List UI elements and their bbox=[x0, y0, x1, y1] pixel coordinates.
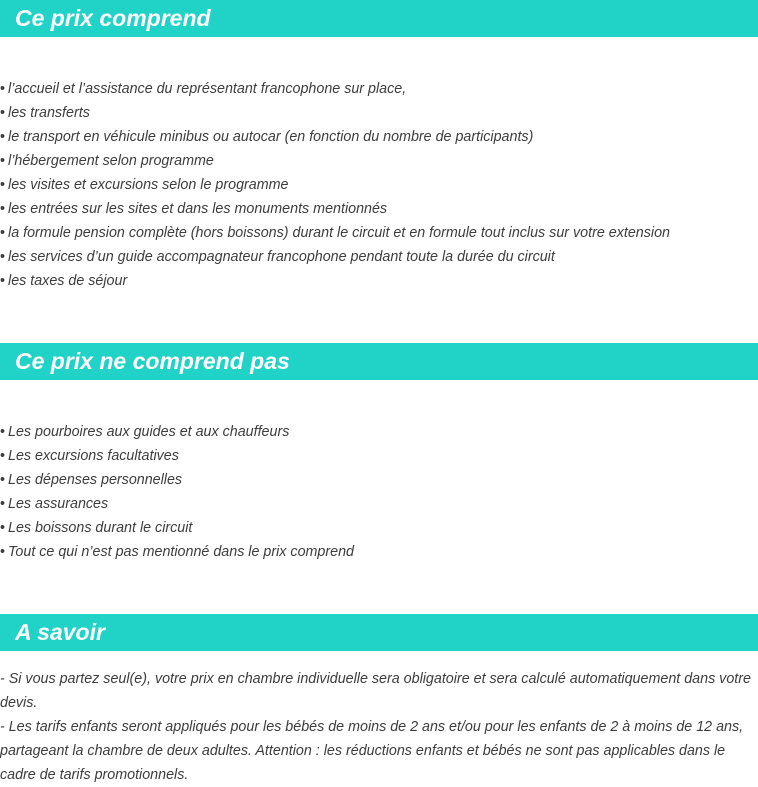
bullet-icon: • bbox=[0, 424, 6, 440]
list-item bbox=[0, 221, 670, 245]
bullet-icon: • bbox=[0, 273, 6, 289]
bullet-icon: • bbox=[0, 201, 6, 217]
section-header-excluded bbox=[0, 343, 758, 380]
bullet-icon: • bbox=[0, 177, 6, 193]
notes-block bbox=[0, 667, 752, 787]
list-item-text: Les boissons durant le circuit bbox=[8, 520, 193, 536]
bullet-icon: • bbox=[0, 153, 6, 169]
list-item-text: les taxes de séjour bbox=[8, 273, 128, 289]
bullet-icon: • bbox=[0, 249, 6, 265]
list-item-text: la formule pension complète (hors boissons) durant le circuit et en formule tout inclus sur votre extension bbox=[8, 225, 670, 241]
included-list bbox=[0, 77, 670, 293]
section-title-included: Ce prix comprend bbox=[15, 5, 211, 31]
section-title-notes: A savoir bbox=[15, 619, 105, 645]
section-header-included bbox=[0, 0, 758, 37]
excluded-list bbox=[0, 420, 354, 564]
section-header-notes bbox=[0, 614, 758, 651]
section-title-excluded: Ce prix ne comprend pas bbox=[15, 348, 290, 374]
note-paragraph: - Les tarifs enfants seront appliqués pour les bébés de moins de 2 ans et/ou pour les enfants de 2 à moins de 12 ans, partageant la chambre de deux adultes. Attention : les réductions enfants et bébés ne sont pas applicables dans le cadre de tarifs promotionnels. bbox=[0, 719, 744, 783]
list-item-text: Les pourboires aux guides et aux chauffeurs bbox=[8, 424, 290, 440]
list-item-text: l’hébergement selon programme bbox=[8, 153, 214, 169]
list-item bbox=[0, 245, 670, 269]
list-item-text: les transferts bbox=[8, 105, 90, 121]
list-item bbox=[0, 444, 354, 468]
bullet-icon: • bbox=[0, 496, 6, 512]
list-item bbox=[0, 420, 354, 444]
list-item-text: les entrées sur les sites et dans les monuments mentionnés bbox=[8, 201, 388, 217]
list-item bbox=[0, 516, 354, 540]
list-item bbox=[0, 492, 354, 516]
bullet-icon: • bbox=[0, 129, 6, 145]
list-item bbox=[0, 173, 670, 197]
list-item bbox=[0, 468, 354, 492]
list-item-text: l’accueil et l’assistance du représentant francophone sur place, bbox=[8, 81, 407, 97]
list-item-text: les services d’un guide accompagnateur francophone pendant toute la durée du circuit bbox=[8, 249, 555, 265]
list-item-text: le transport en véhicule minibus ou autocar (en fonction du nombre de participants) bbox=[8, 129, 534, 145]
list-item bbox=[0, 101, 670, 125]
list-item bbox=[0, 149, 670, 173]
bullet-icon: • bbox=[0, 472, 6, 488]
list-item bbox=[0, 540, 354, 564]
list-item-text: Les dépenses personnelles bbox=[8, 472, 183, 488]
bullet-icon: • bbox=[0, 81, 6, 97]
bullet-icon: • bbox=[0, 225, 6, 241]
bullet-icon: • bbox=[0, 105, 6, 121]
list-item-text: Les excursions facultatives bbox=[8, 448, 179, 464]
list-item-text: Les assurances bbox=[8, 496, 109, 512]
note-paragraph: - Si vous partez seul(e), votre prix en chambre individuelle sera obligatoire et sera calculé automatiquement dans votre devis. bbox=[0, 671, 751, 711]
bullet-icon: • bbox=[0, 544, 6, 560]
list-item bbox=[0, 125, 670, 149]
list-item-text: les visites et excursions selon le programme bbox=[8, 177, 289, 193]
list-item bbox=[0, 269, 670, 293]
list-item bbox=[0, 197, 670, 221]
bullet-icon: • bbox=[0, 448, 6, 464]
list-item-text: Tout ce qui n’est pas mentionné dans le prix comprend bbox=[8, 544, 354, 560]
bullet-icon: • bbox=[0, 520, 6, 536]
list-item bbox=[0, 77, 670, 101]
